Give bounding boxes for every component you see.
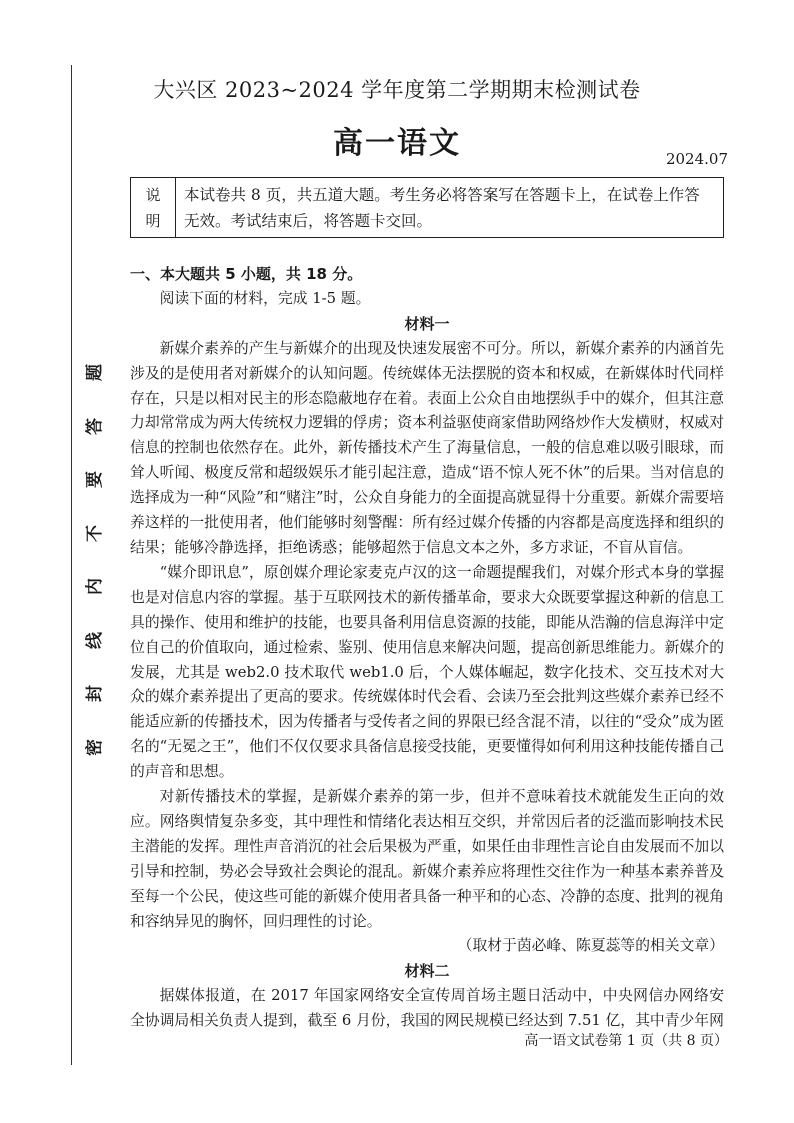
instructions-label: [131, 178, 176, 237]
instructions-label-line: 明: [145, 211, 161, 230]
material-paragraph: 新媒介素养的产生与新媒介的出现及快速发展密不可分。所以，新媒介素养的内涵首先涉及的是使用者对新媒介的认知问题。传统媒体无法摆脱的资本和权威，在新媒体时代同样存在，只是以相对民主的形态隐蔽地存在着。表面上公众自由地摆纵手中的媒介，但其注意力却常常成为两大传统权力逻辑的俘虏；资本利益驱使商家借助网络炒作大发横财，权威对信息的控制也依然存在。此外，新传播技术产生了海量信息，一般的信息难以吸引眼球，而耸人听闻、极度反常和超级娱乐才能引起注意，造成“语不惊人死不休”的后果。当对信息的选择成为一种“风险”和“赌注”时，公众自身能力的全面提高就显得十分重要。新媒介需要培养这样的一批使用者，他们能够时刻警醒：所有经过媒介传播的内容都是高度选择和组织的结果；能够冷静选择，拒绝诱惑；能够超然于信息文本之外，多方求证，不盲从盲信。: [130, 339, 724, 556]
material-title: 材料二: [404, 962, 450, 981]
margin-char: 答: [84, 417, 105, 435]
instructions-text: 本试卷共 8 页，共五道大题。考生务必将答案写在答题卡上，在试卷上作答无效。考试结束后，将答题卡交回。: [184, 186, 700, 230]
instructions-box: [130, 177, 724, 238]
margin-char: 内: [84, 578, 105, 596]
material-paragraph: 据媒体报道，在 2017 年国家网络安全宣传周首场主题日活动中，中央网信办网络安全协调局相关负责人提到，截至 6 月份，我国的网民规模已经达到 7.51 亿，其中青少年网: [130, 987, 724, 1030]
material-source: （取材于茵必峰、陈夏蕊等的相关文章）: [457, 937, 724, 955]
material-paragraph: “媒介即讯息”，原创媒介理论家麦克卢汉的这一命题提醒我们，对媒介形式本身的掌握也是对信息内容的掌握。基于互联网技术的新传播革命，要求大众既要掌握这种新的信息工具的操作、使用和维护的技能，也要具备利用信息资源的技能，即能从浩瀚的信息海洋中定位自己的价值取向，通过检索、鉴别、使用信息来解决问题，提高创新思维能力。新媒介的发展，尤其是 web2.0 技术取代 web1.0 后，个人媒体崛起，数字化技术、交互技术对大众的媒介素养提出了更高的要求。传统媒体时代会看、会读乃至会批判这些媒介素养已经不能适应新的传播技术，因为传播者与受传者之间的界限已经含混不清，以往的“受众”成为匿名的“无冕之王”，他们不仅仅要求具备信息接受技能，更要懂得如何利用这种技能传播自己的声音和思想。: [130, 563, 724, 781]
question-content: [130, 262, 724, 1034]
margin-char: 线: [84, 631, 105, 649]
page-footer: 高一语文试卷第 1 页（共 8 页）: [524, 1033, 728, 1049]
margin-char: 密: [84, 738, 105, 756]
binding-margin-note: [80, 360, 104, 760]
section-instruction: 阅读下面的材料，完成 1-5 题。: [159, 289, 371, 307]
subject-title: 高一语文: [333, 126, 461, 161]
exam-title: 大兴区 2023~2024 学年度第二学期期末检测试卷: [153, 78, 641, 102]
binding-line: [71, 65, 72, 1065]
margin-char: 题: [84, 364, 105, 381]
material-title: 材料一: [404, 314, 450, 333]
margin-char: 不: [84, 524, 105, 542]
material-paragraph: 对新传播技术的掌握，是新媒介素养的第一步，但并不意味着技术就能发生正向的效应。网络舆情复杂多变，其中理性和情绪化表达相互交织，并常因后者的泛滥而影响技术民主潜能的发挥。理性声音消沉的社会后果极为严重，如果任由非理性言论自由发展而不加以引导和控制，势必会导致社会舆论的混乱。新媒介素养应将理性交往作为一种基本素养普及至每一个公民，使这些可能的新媒介使用者具备一种平和的心态、冷静的态度、批判的视角和容纳异见的胸怀，回归理性的讨论。: [130, 788, 724, 930]
margin-char: 要: [84, 471, 105, 489]
exam-date: 2024.07: [665, 150, 728, 168]
margin-char: 封: [84, 685, 105, 703]
instructions-label-line: 说: [145, 185, 161, 204]
section-heading: 一、本大题共 5 小题，共 18 分。: [130, 265, 363, 283]
